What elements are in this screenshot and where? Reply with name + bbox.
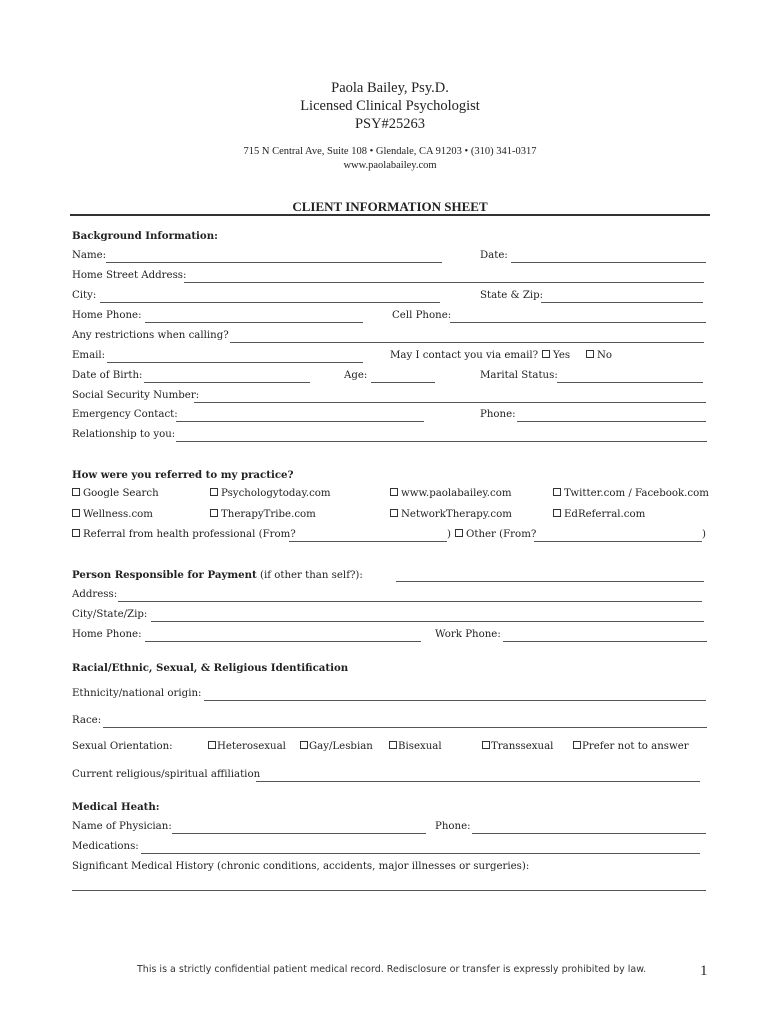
religion-field[interactable] <box>256 781 700 782</box>
restrictions-label: Any restrictions when calling? <box>72 330 229 341</box>
physician-label: Name of Physician: <box>72 821 172 832</box>
restrictions-field[interactable] <box>230 342 704 343</box>
history-field[interactable] <box>72 890 706 891</box>
page-number: 1 <box>700 963 708 979</box>
medical-heading: Medical Heath: <box>72 801 160 813</box>
payment-note: (if other than self?): <box>259 570 363 581</box>
payment-home-phone-label: Home Phone: <box>72 629 142 640</box>
checkbox-icon[interactable] <box>542 350 550 358</box>
practitioner-name: Paola Bailey, Psy.D. <box>331 80 449 96</box>
checkbox-icon[interactable] <box>208 741 216 749</box>
background-heading: Background Information: <box>72 230 218 242</box>
checkbox-icon[interactable] <box>72 529 80 537</box>
history-label: Significant Medical History (chronic conditions, accidents, major illnesses or surgeries): <box>72 861 530 872</box>
other-label: Other (From? <box>466 529 537 540</box>
race-label: Race: <box>72 715 102 726</box>
marital-label: Marital Status: <box>480 370 558 381</box>
referral-other[interactable] <box>455 529 536 540</box>
payment-home-phone-field[interactable] <box>145 641 421 642</box>
checkbox-icon[interactable] <box>455 529 463 537</box>
checkbox-icon[interactable] <box>389 741 397 749</box>
no-label: No <box>597 350 613 361</box>
emergency-label: Emergency Contact: <box>72 409 178 420</box>
cell-phone-label: Cell Phone: <box>392 310 452 321</box>
orientation-gay[interactable] <box>300 741 373 752</box>
payment-work-phone-field[interactable] <box>503 641 707 642</box>
physician-phone-label: Phone: <box>435 821 471 832</box>
checkbox-icon[interactable] <box>300 741 308 749</box>
trans-label: Transsexual <box>491 741 554 752</box>
emergency-phone-field[interactable] <box>517 421 706 422</box>
payment-city-field[interactable] <box>151 621 704 622</box>
twitter-label: Twitter.com / Facebook.com <box>564 488 709 499</box>
date-field[interactable] <box>511 262 706 263</box>
checkbox-icon[interactable] <box>72 488 80 496</box>
payment-address-field[interactable] <box>118 601 702 602</box>
religion-label: Current religious/spiritual affiliation <box>72 769 261 780</box>
payment-heading-row <box>72 569 363 581</box>
street-field[interactable] <box>184 282 704 283</box>
referral-wellness[interactable] <box>72 509 153 520</box>
state-zip-label: State & Zip: <box>480 290 544 301</box>
physician-phone-field[interactable] <box>472 833 706 834</box>
practice-website[interactable]: www.paolabailey.com <box>343 160 437 171</box>
checkbox-icon[interactable] <box>553 509 561 517</box>
networktherapy-label: NetworkTherapy.com <box>401 509 512 520</box>
email-no-option[interactable] <box>586 350 612 361</box>
payment-name-field[interactable] <box>396 581 704 582</box>
orientation-trans[interactable] <box>482 741 553 752</box>
payment-address-label: Address: <box>72 589 118 600</box>
orientation-bi[interactable] <box>389 741 442 752</box>
race-field[interactable] <box>103 727 707 728</box>
name-label: Name: <box>72 250 107 261</box>
referral-psychtoday[interactable] <box>210 488 331 499</box>
psychtoday-label: Psychologytoday.com <box>221 488 331 499</box>
checkbox-icon[interactable] <box>553 488 561 496</box>
marital-field[interactable] <box>557 382 703 383</box>
other-field[interactable] <box>534 541 702 542</box>
relationship-label: Relationship to you: <box>72 429 176 440</box>
confidentiality-notice: This is a strictly confidential patient medical record. Redisclosure or transfer is expressly prohibited by law. <box>137 964 647 975</box>
ssn-label: Social Security Number: <box>72 390 200 401</box>
paola-label: www.paolabailey.com <box>401 488 512 499</box>
therapytribe-label: TherapyTribe.com <box>221 509 316 520</box>
form-title: CLIENT INFORMATION SHEET <box>292 199 488 214</box>
checkbox-icon[interactable] <box>210 488 218 496</box>
license-number: PSY#25263 <box>354 116 426 132</box>
checkbox-icon[interactable] <box>210 509 218 517</box>
referral-professional[interactable] <box>72 529 296 540</box>
cell-phone-field[interactable] <box>450 322 706 323</box>
city-label: City: <box>72 290 97 301</box>
referral-heading: How were you referred to my practice? <box>72 469 294 481</box>
yes-label: Yes <box>553 350 571 361</box>
emergency-phone-label: Phone: <box>480 409 516 420</box>
practice-address: 715 N Central Ave, Suite 108 • Glendale, CA 91203 • (310) 341-0317 <box>243 146 537 157</box>
payment-heading: Person Responsible for Payment <box>72 569 257 581</box>
professional-close-paren: ) <box>447 529 451 540</box>
title-divider <box>70 214 710 216</box>
practitioner-role: Licensed Clinical Psychologist <box>300 98 480 114</box>
checkbox-icon[interactable] <box>390 509 398 517</box>
orientation-hetero[interactable] <box>208 741 286 752</box>
street-label: Home Street Address: <box>72 270 187 281</box>
city-field[interactable] <box>100 302 440 303</box>
home-phone-label: Home Phone: <box>72 310 142 321</box>
checkbox-icon[interactable] <box>573 741 581 749</box>
medications-label: Medications: <box>72 841 139 852</box>
bi-label: Bisexual <box>398 741 442 752</box>
name-field[interactable] <box>106 262 442 263</box>
referral-paola[interactable] <box>390 488 512 499</box>
email-yes-option[interactable] <box>542 350 570 361</box>
emergency-field[interactable] <box>176 421 424 422</box>
email-contact-label: May I contact you via email? <box>390 350 539 361</box>
professional-label: Referral from health professional (From? <box>83 529 296 540</box>
payment-work-phone-label: Work Phone: <box>435 629 501 640</box>
identity-heading: Racial/Ethnic, Sexual, & Religious Identification <box>72 662 349 674</box>
referral-google[interactable] <box>72 488 159 499</box>
orientation-prefer-not[interactable] <box>573 741 689 752</box>
ethnicity-field[interactable] <box>204 700 706 701</box>
date-label: Date: <box>480 250 508 261</box>
referral-networktherapy[interactable] <box>390 509 512 520</box>
payment-city-label: City/State/Zip: <box>72 609 148 620</box>
orientation-label: Sexual Orientation: <box>72 741 173 752</box>
dob-label: Date of Birth: <box>72 370 143 381</box>
physician-field[interactable] <box>172 833 426 834</box>
email-label: Email: <box>72 350 106 361</box>
prefer-not-label: Prefer not to answer <box>582 741 689 752</box>
ssn-field[interactable] <box>194 402 706 403</box>
ethnicity-label: Ethnicity/national origin: <box>72 688 202 699</box>
gay-label: Gay/Lesbian <box>309 741 373 752</box>
checkbox-icon[interactable] <box>482 741 490 749</box>
hetero-label: Heterosexual <box>217 741 286 752</box>
email-field[interactable] <box>107 362 363 363</box>
professional-field[interactable] <box>289 541 447 542</box>
checkbox-icon[interactable] <box>586 350 594 358</box>
relationship-field[interactable] <box>176 441 707 442</box>
age-field[interactable] <box>371 382 435 383</box>
wellness-label: Wellness.com <box>83 509 153 520</box>
age-label: Age: <box>344 370 368 381</box>
referral-edreferral[interactable] <box>553 509 645 520</box>
edreferral-label: EdReferral.com <box>564 509 646 520</box>
other-close-paren: ) <box>702 529 706 540</box>
medications-field[interactable] <box>141 853 700 854</box>
google-label: Google Search <box>83 488 159 499</box>
dob-field[interactable] <box>144 382 310 383</box>
home-phone-field[interactable] <box>145 322 363 323</box>
checkbox-icon[interactable] <box>390 488 398 496</box>
state-zip-field[interactable] <box>541 302 703 303</box>
referral-twitter[interactable] <box>553 488 709 499</box>
referral-therapytribe[interactable] <box>210 509 316 520</box>
checkbox-icon[interactable] <box>72 509 80 517</box>
